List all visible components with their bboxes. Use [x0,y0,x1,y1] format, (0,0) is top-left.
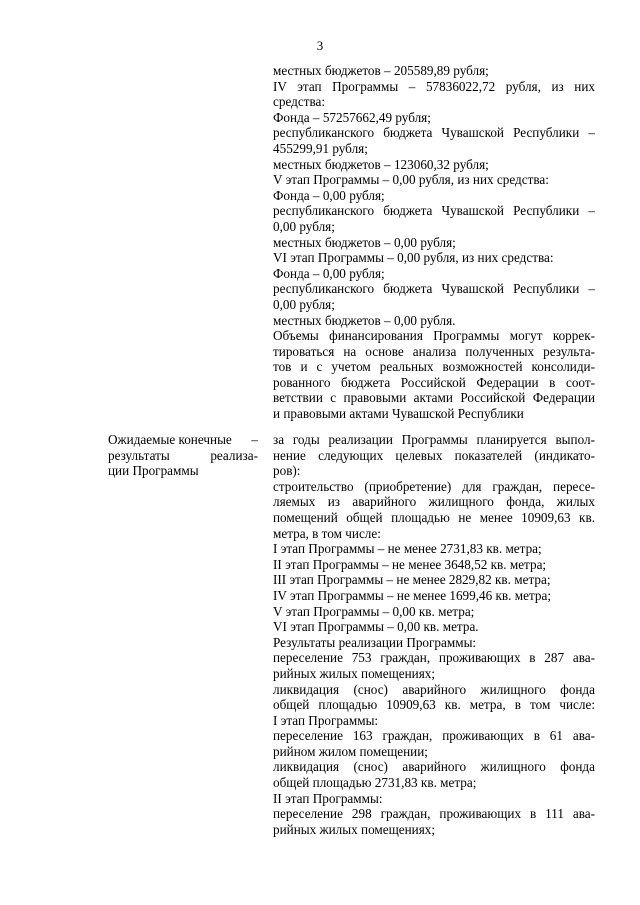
label-dash: – [251,432,258,447]
text-line: VI этап Программы – 0,00 рубля, из них средства: [273,250,554,266]
text-line: II этап Программы: [273,790,383,806]
text-line: переселение 753 граждан, проживающих в 287 ава- [273,650,595,666]
financing-text-block [273,63,595,422]
label-line-1-text: Ожидаемые конечные [108,432,232,447]
text-line: 455299,91 рубля; [273,140,368,156]
text-line: республиканского бюджета Чувашской Республики – [273,125,595,141]
text-line: Объемы финансирования Программы могут коррек- [273,328,595,344]
text-line: ляемых из аварийного жилищного фонда, жилых [273,494,595,510]
text-line: VI этап Программы – 0,00 кв. метра. [273,619,479,635]
label-line-2: результаты реализа- [108,447,258,463]
text-line: рийных жилых помещениях; [273,665,436,681]
text-line: помещений общей площадью не менее 10909,63 кв. [273,509,595,525]
text-line: средства: [273,94,326,110]
text-line: Фонда – 0,00 рубля; [273,265,385,281]
text-line: I этап Программы – не менее 2731,83 кв. метра; [273,541,542,557]
text-line: местных бюджетов – 0,00 рубля; [273,234,456,250]
text-line: переселение 163 граждан, проживающих в 61 ава- [273,728,595,744]
text-line: переселение 298 граждан, проживающих в 111 ава- [273,806,595,822]
text-line: ров): [273,463,301,479]
text-line: V этап Программы – 0,00 рубля, из них средства: [273,172,549,188]
text-line: ликвидация (снос) аварийного жилищного фонда [273,759,595,775]
text-line: нение следующих целевых показателей (индикато- [273,447,595,463]
text-line: местных бюджетов – 0,00 рубля. [273,312,456,328]
text-line: республиканского бюджета Чувашской Республики – [273,281,595,297]
label-line-1 [108,432,258,448]
text-line: ликвидация (снос) аварийного жилищного фонда [273,681,595,697]
text-line: V этап Программы – 0,00 кв. метра; [273,603,475,619]
text-line: метра, в том числе: [273,525,381,541]
text-line: рийном жилом помещении; [273,743,428,759]
text-line: общей площадью 10909,63 кв. метра, в том числе: [273,697,595,713]
text-line: за годы реализации Программы планируется выпол- [273,432,595,447]
text-line: Фонда – 0,00 рубля; [273,187,385,203]
page-number: 3 [316,38,324,53]
text-line: ветствии с правовыми актами Российской Федерации [273,390,595,406]
text-line: 0,00 рубля; [273,218,335,234]
text-line: I этап Программы: [273,712,379,728]
expected-results-text-block [273,432,595,837]
text-line: Фонда – 57257662,49 рубля; [273,109,431,125]
text-line: III этап Программы – не менее 2829,82 кв. метра; [273,572,551,588]
text-line: строительство (приобретение) для граждан, пересе- [273,478,595,494]
text-line: 0,00 рубля; [273,296,335,312]
text-line: местных бюджетов – 205589,89 рубля; [273,63,489,78]
text-line: II этап Программы – не менее 3648,52 кв. метра; [273,556,547,572]
label-line-3: ции Программы [108,463,199,479]
text-line: Результаты реализации Программы: [273,634,477,650]
text-line: рийных жилых помещениях; [273,821,436,837]
text-line: IV этап Программы – 57836022,72 рубля, из них [273,78,595,94]
text-line: и правовыми актами Чувашской Республики [273,406,524,422]
text-line: рованного бюджета Российской Федерации в соот- [273,374,595,390]
text-line: местных бюджетов – 123060,32 рубля; [273,156,489,172]
text-line: общей площадью 2731,83 кв. метра; [273,775,477,791]
text-line: IV этап Программы – не менее 1699,46 кв. метра; [273,587,551,603]
text-line: тироваться на основе анализа полученных результа- [273,343,595,359]
text-line: тов и с учетом реальных возможностей консолиди- [273,359,595,375]
text-line: республиканского бюджета Чувашской Республики – [273,203,595,219]
expected-results-label [108,432,258,479]
